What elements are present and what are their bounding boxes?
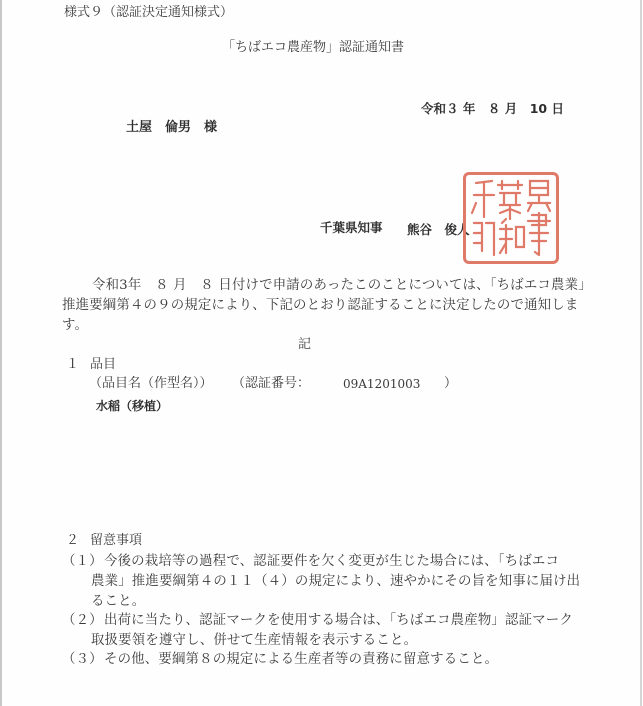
official-seal-icon xyxy=(463,172,559,264)
note2-line-1: 出荷に当たり、認証マークを使用する場合は、「ちばエコ農産物」認証マーク xyxy=(104,613,573,628)
cert-number-label: （認証番号： xyxy=(232,376,311,391)
document-title: 「ちばエコ農産物」認証通知書 xyxy=(222,40,405,55)
section1-number: １ xyxy=(66,357,80,372)
note1-marker: （１） xyxy=(62,554,103,569)
section1-heading: 品目 xyxy=(90,357,117,372)
body-line-3: す。 xyxy=(62,318,89,333)
note1-line-1: 今後の栽培等の過程で、認証要件を欠く変更が生じた場合には、「ちばエコ xyxy=(104,554,560,569)
issuer-name: 熊谷 俊人 xyxy=(407,222,470,237)
section2-number: ２ xyxy=(66,533,80,548)
issue-date: 令和３ 年 ８ 月 10 日 xyxy=(421,101,564,116)
item-name-label: （品目名（作型名）） xyxy=(89,376,213,391)
note1-line-3: ること。 xyxy=(91,594,146,609)
body-line-2: 推進要綱第４の９の規定により、下記のとおり認証することに決定したので通知しま xyxy=(62,298,579,313)
page-edge-right xyxy=(640,0,642,706)
note2-line-2: 取扱要領を遵守し、併せて生産情報を表示すること。 xyxy=(91,633,418,648)
section2-heading: 留意事項 xyxy=(90,533,143,548)
cert-number-value: 09A1201003 xyxy=(343,377,421,391)
ki-label: 記 xyxy=(298,337,312,352)
note3-marker: （３） xyxy=(62,652,103,667)
note3-line-1: その他、要綱第８の規定による生産者等の責務に留意すること。 xyxy=(104,652,499,667)
cert-number-close: ） xyxy=(444,376,458,391)
note1-line-2: 農業」推進要綱第４の１１（４）の規定により、速やかにその旨を知事に届け出 xyxy=(91,574,581,589)
item-value: 水稲（移植） xyxy=(96,399,169,413)
body-line-1: 令和3年 ８ 月 ８ 日付けで申請のあったこのことについては、「ちばエコ農業」 xyxy=(92,278,592,293)
recipient-name: 土屋 倫男 様 xyxy=(126,120,218,135)
issuer-title: 千葉県知事 xyxy=(320,220,383,235)
note2-marker: （２） xyxy=(62,613,103,628)
page-edge-left xyxy=(0,0,2,706)
form-label: 様式９（認証決定通知様式） xyxy=(64,5,234,20)
